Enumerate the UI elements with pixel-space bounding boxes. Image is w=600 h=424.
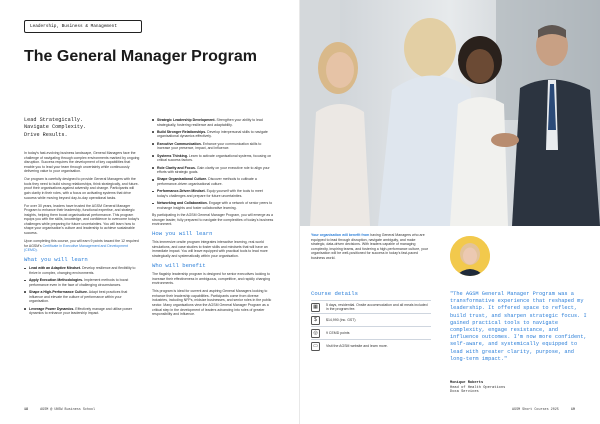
tagline <box>24 117 144 139</box>
course-detail-text: 5 days, residential. Onsite accommodation and all meals included in the program fee. <box>326 302 428 311</box>
credits-text: Upon completing this course, you will earn 9 points toward the 12 required for AGSM's <box>24 239 139 248</box>
avatar <box>450 236 490 276</box>
cemd-link[interactable]: Certificate in Executive Management and Development (CEMD). <box>24 243 128 253</box>
course-detail-row <box>311 300 431 313</box>
page-title: The General Manager Program <box>24 48 257 65</box>
page-number: 19 <box>570 408 575 412</box>
course-detail-row <box>311 326 431 339</box>
benefit-highlight: Your organisation will benefit from <box>311 233 370 237</box>
learn-item: Performance-Driven Mindset. Equip yourself with the tools to meet today's challenges and prepare for future uncertainties. <box>152 189 274 198</box>
course-details-heading: Course details <box>311 290 358 297</box>
outcome-paragraph: By participating in the AGSM General Manager Program, you will emerge as a stronger leader, fully prepared to navigate the complexities of today's business environment. <box>152 213 274 227</box>
calendar-icon: ▦ <box>311 303 320 312</box>
hero-photo <box>300 0 600 226</box>
course-detail-text: 9 CEMD points <box>326 330 350 335</box>
learn-item: Strategic Leadership Development. Strengthen your ability to lead strategically, fostering resilience and adaptability. <box>152 118 274 127</box>
laptop-icon: ▭ <box>311 342 320 351</box>
learn-list-a <box>24 266 141 315</box>
award-icon: ◎ <box>311 329 320 338</box>
page-number: 18 <box>24 408 29 412</box>
who-paragraph: This program is ideal for current and aspiring General Managers looking to enhance their leadership capabilities. Participants come from diverse industries, including NFPs, midsize businesses, and senior roles in the public sector. Many organisations view the AGSM General Manager Program as a critical step in the development of leaders advancing into roles of greater responsibility and influence. <box>152 289 272 317</box>
testimonial-company: Doxa Services <box>450 390 479 395</box>
tagline-line: Lead Strategically. <box>24 117 84 123</box>
left-footer <box>24 408 95 412</box>
tagline-line: Navigate Complexity. <box>24 124 87 131</box>
who-heading: Who will benefit <box>152 262 206 270</box>
dollar-icon: $ <box>311 316 320 325</box>
footer-text: AGSM @ UNSW Business School <box>40 408 96 412</box>
tagline-line: Drive Results. <box>24 131 68 138</box>
right-column <box>152 118 274 320</box>
learn-item: Leverage Power Dynamics. Effectively manage and utilise power dynamics to enhance your leadership impact. <box>24 307 141 316</box>
course-detail-row[interactable] <box>311 339 431 352</box>
testimonial-name: Monique Roberts <box>450 381 484 385</box>
learn-item: Executive Communication. Enhance your communication skills to increase your presence, impact, and influence. <box>152 142 274 151</box>
learn-item: Apply Execution Methodologies. Implement methods to boost performance even in the face of challenging circumstances. <box>24 278 141 287</box>
right-footer <box>512 408 575 412</box>
learn-item: Shape a High-Performance Culture. Adapt best practices that influence and elevate the culture of performance within your organisation. <box>24 290 141 304</box>
section-tag: Leadership, Business & Management <box>24 20 142 33</box>
credits-paragraph <box>24 239 141 253</box>
learn-item: Systems Thinking. Learn to activate organisational systems, focusing on critical success factors. <box>152 154 274 163</box>
benefit-text: having General Managers who are equipped to lead through disruption, navigate ambiguity, and make strategic, data-driven decisions. With leaders capable of managing complexity, inspiring teams, and fostering a high-performance culture, your organisation will be well-positioned for success in today's fast-paced business world. <box>311 233 429 260</box>
left-column <box>24 151 141 318</box>
intro-paragraph: Our program is carefully designed to provide General Managers with the tools they need to build strong relationships, think strategically, and future-proof their organisations against adversity and change. Participants will gain clarity in their roles, with a focus on activating systems that drive success while moving beyond day-to-day operational tasks. <box>24 177 139 200</box>
learn-list-b <box>152 118 274 210</box>
learn-heading: What you will learn <box>24 256 88 264</box>
benefit-paragraph <box>311 233 429 261</box>
testimonial-quote: "The AGSM General Manager Program was a transformative experience that reshaped my leadership. It offered space to reflect, build trust, and sharpen strategic focus. I gained practical tools to navigate complexity, engage resistance, and influence outcomes. I'm now more confident, self-aware, and systemically equipped to lead with greater clarity, purpose, and long-term impact." <box>450 291 587 362</box>
course-detail-text: $14,990 (inc. GST) <box>326 317 356 322</box>
website-link[interactable]: Visit the AGSM website and learn more. <box>326 343 388 348</box>
learn-item: Networking and Collaboration. Engage with a network of senior peers to exchange insights and foster collaborative learning. <box>152 201 274 210</box>
testimonial-role <box>450 386 505 395</box>
intro-paragraph: For over 30 years, leaders have trusted the AGSM General Manager Program to enhance their leadership, functional expertise, and strategic insights, helping them boost organisational performance. This program equips you with the skills, knowledge, and confidence to overcome today's challenges while preparing for future uncertainties. You will learn how to shape your organisation's culture and leadership to achieve sustainable success. <box>24 203 140 235</box>
course-detail-row <box>311 313 431 326</box>
learn-item: Build Stronger Relationships. Develop interpersonal skills to navigate organisational dynamics effectively. <box>152 130 274 139</box>
intro-paragraph: In today's fast-evolving business landscape, General Managers face the challenge of navigating through complex environments marked by ongoing disruption. Success requires the development of key capabilities that enable you to lead your team through uncertainty while continuously delivering value to your organisation. <box>24 151 140 174</box>
who-paragraph: The flagship leadership program is designed for senior executives looking to increase their effectiveness in ambiguous, competitive, and rapidly changing environments. <box>152 272 271 286</box>
learn-item: Lead with an Adaptive Mindset. Develop resilience and flexibility to thrive in complex, changing environments. <box>24 266 141 275</box>
learn-item: Role Clarity and Focus. Gain clarity on your executive role to align your efforts with strategic goals. <box>152 166 274 175</box>
how-heading: How you will learn <box>152 230 213 238</box>
testimonial-role-title: Head of Health Operations <box>450 385 506 390</box>
right-page <box>300 0 600 424</box>
footer-text: AGSM Short Courses 2025 <box>512 408 559 412</box>
learn-item: Shape Organisational Culture. Discover methods to cultivate a performance-driven organisational culture. <box>152 177 274 186</box>
how-paragraph: This immersive onsite program integrates interactive learning, real-world simulations, and case studies to foster skills and mindsets that will have an immediate impact. You will leave equipped with practical tools to lead more strategically and systematically within your organisation. <box>152 240 268 258</box>
